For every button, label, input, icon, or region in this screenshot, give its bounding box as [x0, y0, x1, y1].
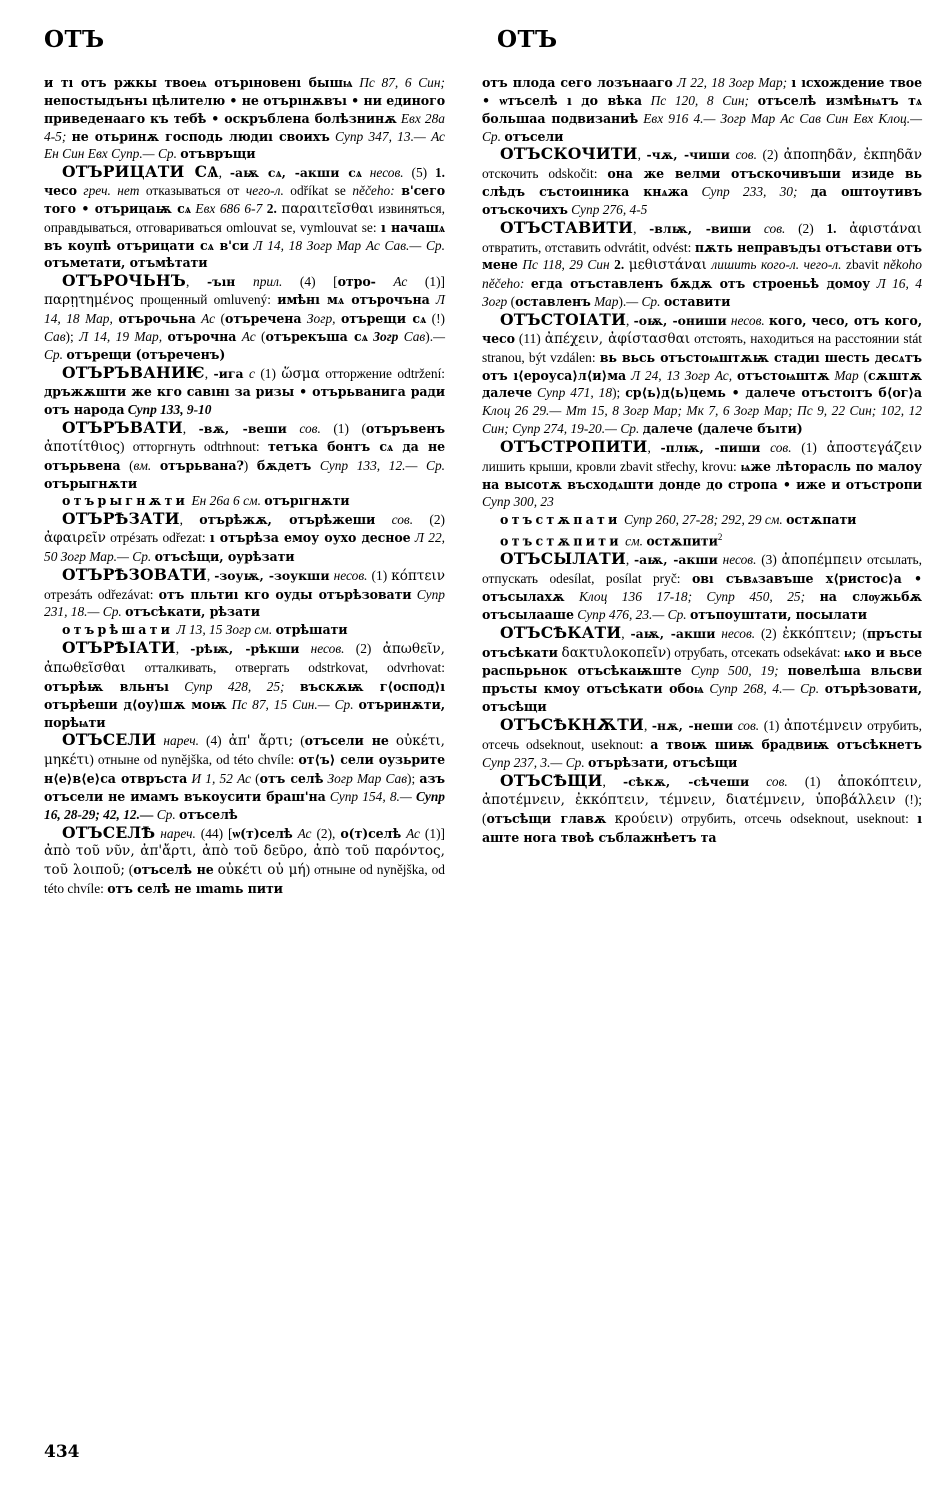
entry-continuation: отъ плода сего лозънааго Л 22, 18 Зогр Мар; ı ıсхождение твое • ѡтъселѣ ı до вѣка Пс 120, 8 Син; отъселѣ измѣнѩтъ тѧ большаа подвизаниѣ Евх 916 4.— Зогр Мар Ас Сав Син Евх Клоц.— Ср. отъсели — [482, 75, 923, 144]
left-column — [0, 74, 455, 898]
running-heads — [0, 0, 950, 53]
page-number: 434 — [44, 1442, 80, 1462]
dictionary-entry: ОТЪСТОIАТИ, -оѭ, -ониши несов. кого, чесо, отъ кого, чесо (11) ἀπέχειν, ἀφίστασθαι отстоять, находиться на расстоянии stát stranou, být vzdálen: вь вьсь отъстоѩштѫѭ стадиı шесть десѧтъ отъ ı⟨ероуса⟩л⟨и⟩ма Л 24, 13 Зогр Ас, отъстоѩштѫ Мар (сѫштѫ далече Супр 471, 18); ср⟨ь⟩д⟨ь⟩цемь • далече отъстоıтъ б⟨ог⟩а Клоц 26 29.— Мт 15, 8 Зогр Мар; Мк 7, 6 Зогр Мар; Пс 9, 22 Син; 102, 12 Син; Супр 274, 19-20.— Ср. далече (далече бъıти) — [482, 309, 922, 437]
cross-reference-entry: отъстѫпати Супр 260, 27-28; 292, 29 см. остѫпати — [500, 512, 857, 528]
dictionary-entry: ОТЪСЕЛИ нареч. (4) ἀπ' ἄρτι; (отъсели не οὐκέτι, μηκέτι) отныне od nynějška, od této chvíle: от⟨ъ⟩ сели оузьрите н⟨е⟩в⟨е⟩са отвръста И 1, 52 Ас (отъ селѣ Зогр Мар Сав); азъ отъсели не имамъ въкоусити браш'на Супр 154, 8.— Супр 16, 28-29; 42, 12.— Ср. отъселѣ — [44, 730, 445, 822]
dictionary-entry: ОТЪСТАВИТИ, -влѭ, -виши сов. (2) 1. ἀφιστάναι отвратить, отставить odvrátit, odvést: пѫть неправъдъı отъстави отъ мене Пс 118, 29 Син 2. μεθιστάναι лишить кого-л. чего-л. zbavit někoho něčeho: егда отъставленъ бѫдѫ отъ строеньѣ домоу Л 16, 4 Зогр (оставленъ Мар).— Ср. оставити — [482, 217, 922, 310]
dictionary-entry: ОТЪСЕЛѢ нареч. (44) [ѡ(т)селѣ Ас (2), о(т)селѣ Ас (1)] ἀπὸ τοῦ νῦν, ἀπ'ἄρτι, ἀπὸ τοῦ δεῦρο, ἀπὸ τοῦ παρόντος, τοῦ λοιποῦ; (отъселѣ не οὐκέτι οὐ μή) отныне od nynějška, od této chvíle: отъ селѣ не ımamь пити — [44, 822, 445, 897]
cross-reference-entry: отърыгнѫти Ен 26а 6 см. отърıгнѫти — [62, 493, 350, 509]
running-head-left-container — [0, 26, 420, 53]
cross-reference-entry: отъстѫпити см. остѫпити$^2$ — [500, 532, 723, 549]
right-column — [455, 74, 950, 898]
running-head-left: ОТЪ — [44, 26, 105, 53]
dictionary-entry: ОТЪСКОЧИТИ, -чѫ, -чиши сов. (2) ἀποπηδᾶν, ἐκπηδᾶν отскочить odskočit: она же велми отъскочивъши изиде вь слѣдъ състоиıника кнѧжа Супр 233, 30; да оштоутивъ отъскочихъ Супр 276, 4-5 — [482, 144, 923, 217]
dictionary-entry: ОТЪСѢКНѪТИ, -нѫ, -неши сов. (1) ἀποτέμνειν отрубить, отсечь odseknout, useknout: а твоѭ шиѭ брадвиѭ отъсѣкнетъ Супр 237, 3.— Ср. отърѣзати, отъсѣщи — [482, 715, 922, 770]
dictionary-entry: ОТЪСѢЩИ, -сѣкѫ, -сѣчеши сов. (1) ἀποκόπτειν, ἀποτέμνειν, ἐκκόπτειν, τέμνειν, διατέμνειν, ὑποβάλλειν (!); (отъсѣщи главѫ κρούειν) отрубить, отсечь odseknout, useknout: ı аште нога твоѣ съблажнѣетъ та — [482, 770, 922, 846]
dictionary-entry: ОТЪСЫЛАТИ, -аѭ, -акши несов. (3) ἀποπέμπειν отсылать, отпускать odesílat, posílat pryč: овı съвѧзавъше х⟨ристос⟩а • отъсылахѫ Клоц 136 17-18; Супр 450, 25; на слѹжьбѫ отъсылааше Супр 476, 23.— Ср. отъпоуштати, посылати — [482, 549, 923, 622]
dictionary-entry: ОТЪРЪВАНИѤ, -ига с (1) ὥσμα отторжение odtržení: дръжѫшти же кго савıнı за ризы • отърьванига ради отъ народа Супр 133, 9-10 — [44, 362, 446, 418]
dictionary-entry: ОТЪРѢЗАТИ, отърѣжѫ, отърѣжеши сов. (2) ἀφαιρεῖν отрéзать odřezat: ı отърѣза емоу оухо десное Л 22, 50 Зогр Мар.— Ср. отъсѣщи, оурѣзати — [44, 509, 445, 564]
running-head-right-container — [420, 26, 910, 53]
dictionary-entry: ОТЪРОЧЬНЪ, -ъıн прил. (4) [отро- Ас (1)] παρῃτημένος прощенный omluvený: имѣнı мѧ отърочъна Л 14, 18 Мар, отърочьна Ас (отъречена Зогр, отърещи сѧ (!) Сав); Л 14, 19 Мар, отърочна Ас (отърекъша сѧ Зогр Сав).— Ср. отърещи (отъреченъ) — [44, 271, 446, 362]
entry-continuation: и тı отъ ржкы твоеѩ отърıновенı бышѩ Пс 87, 6 Син; непостыдънъı цѣлителю • не отърıнѫвъı • ни единого приведенааго къ тебѣ • оскръблена болѣзнинѫ Евх 28а 4-5; не отьринѫ господь людиı своихъ Супр 347, 13.— Ас Ен Син Евх Супр.— Ср. отъвръщи — [44, 75, 445, 162]
cross-reference-entry: отърѣшати Л 13, 15 Зогр см. отрѣшати — [62, 622, 348, 638]
dictionary-entry: ОТЪРѢЗОВАТИ, -зоуѭ, -зоукши несов. (1) κόπτειν отрезáть odřezávat: отъ пльтиı кго оуды отърѣзовати Супр 231, 18.— Ср. отъсѣкати, рѣзати — [44, 564, 445, 620]
dictionary-entry: ОТЪРѢIАТИ, -рѣѭ, -рѣкши несов. (2) ἀπωθεῖν, ἀπωθεῖσθαι отталкивать, отвергать odstrkovat, odvrhovat: отърѣѭ вльнъı Супр 428, 25; въскѫѭ г⟨оспод⟩ı отърѣеши д⟨оу⟩шѫ моѭ Пс 87, 15 Син.— Ср. отъринѫти, порѣѩти — [44, 638, 445, 730]
dictionary-entry: ОТЪСѢКАТИ, -аѭ, -акши несов. (2) ἐκκόπτειν; (пръсты отъсѣкати δακτυλοκοπεῖν) отрубать, отсекать odsekávat: ѩко и вьсе распьрьнок отъсѣкаѭште Супр 500, 19; повелѣша вльсви пръсты кмоу отъсѣкати обоѩ Супр 268, 4.— Ср. отърѣзовати, отъсѣщи — [482, 622, 923, 715]
running-head-right: ОТЪ — [497, 26, 558, 53]
dictionary-entry: ОТЪРИЦАТИ СѦ, -аѭ сѧ, -акши сѧ несов. (5) 1. чесо греч. нет отказываться от чего-л. odříkat se něčeho: в'сего того • отърицаѭ сѧ Евх 686 6-7 2. παραιτεῖσθαι извиняться, оправдываться, отговариваться omlouvat se, vymlouvat se: ı начашѧ въ коупѣ отърицати сѧ в'си Л 14, 18 Зогр Мар Ас Сав.— Ср. отъметати, отъмѣтати — [44, 162, 446, 271]
dictionary-entry: ОТЪСТРОПИТИ, -плѭ, -пиши сов. (1) ἀποστεγάζειν лишить крыши, кровли zbavit střechy, krovu: ѩже лѣторасль по малоу на высотѫ въсходѧшти донде до стропа • иже и отъстропи Супр 300, 23 — [482, 436, 923, 510]
dictionary-entry: ОТЪРЪВАТИ, -вѫ, -веши сов. (1) (отъръвенъ ἀποτίτθιος) отторгнуть odtrhnout: тетъка бонтъ сѧ да не отърьвена (вм. отърьвана?) бѫдетъ Супр 133, 12.— Ср. отърыгнѫти — [44, 418, 445, 491]
columns-container — [0, 74, 950, 898]
